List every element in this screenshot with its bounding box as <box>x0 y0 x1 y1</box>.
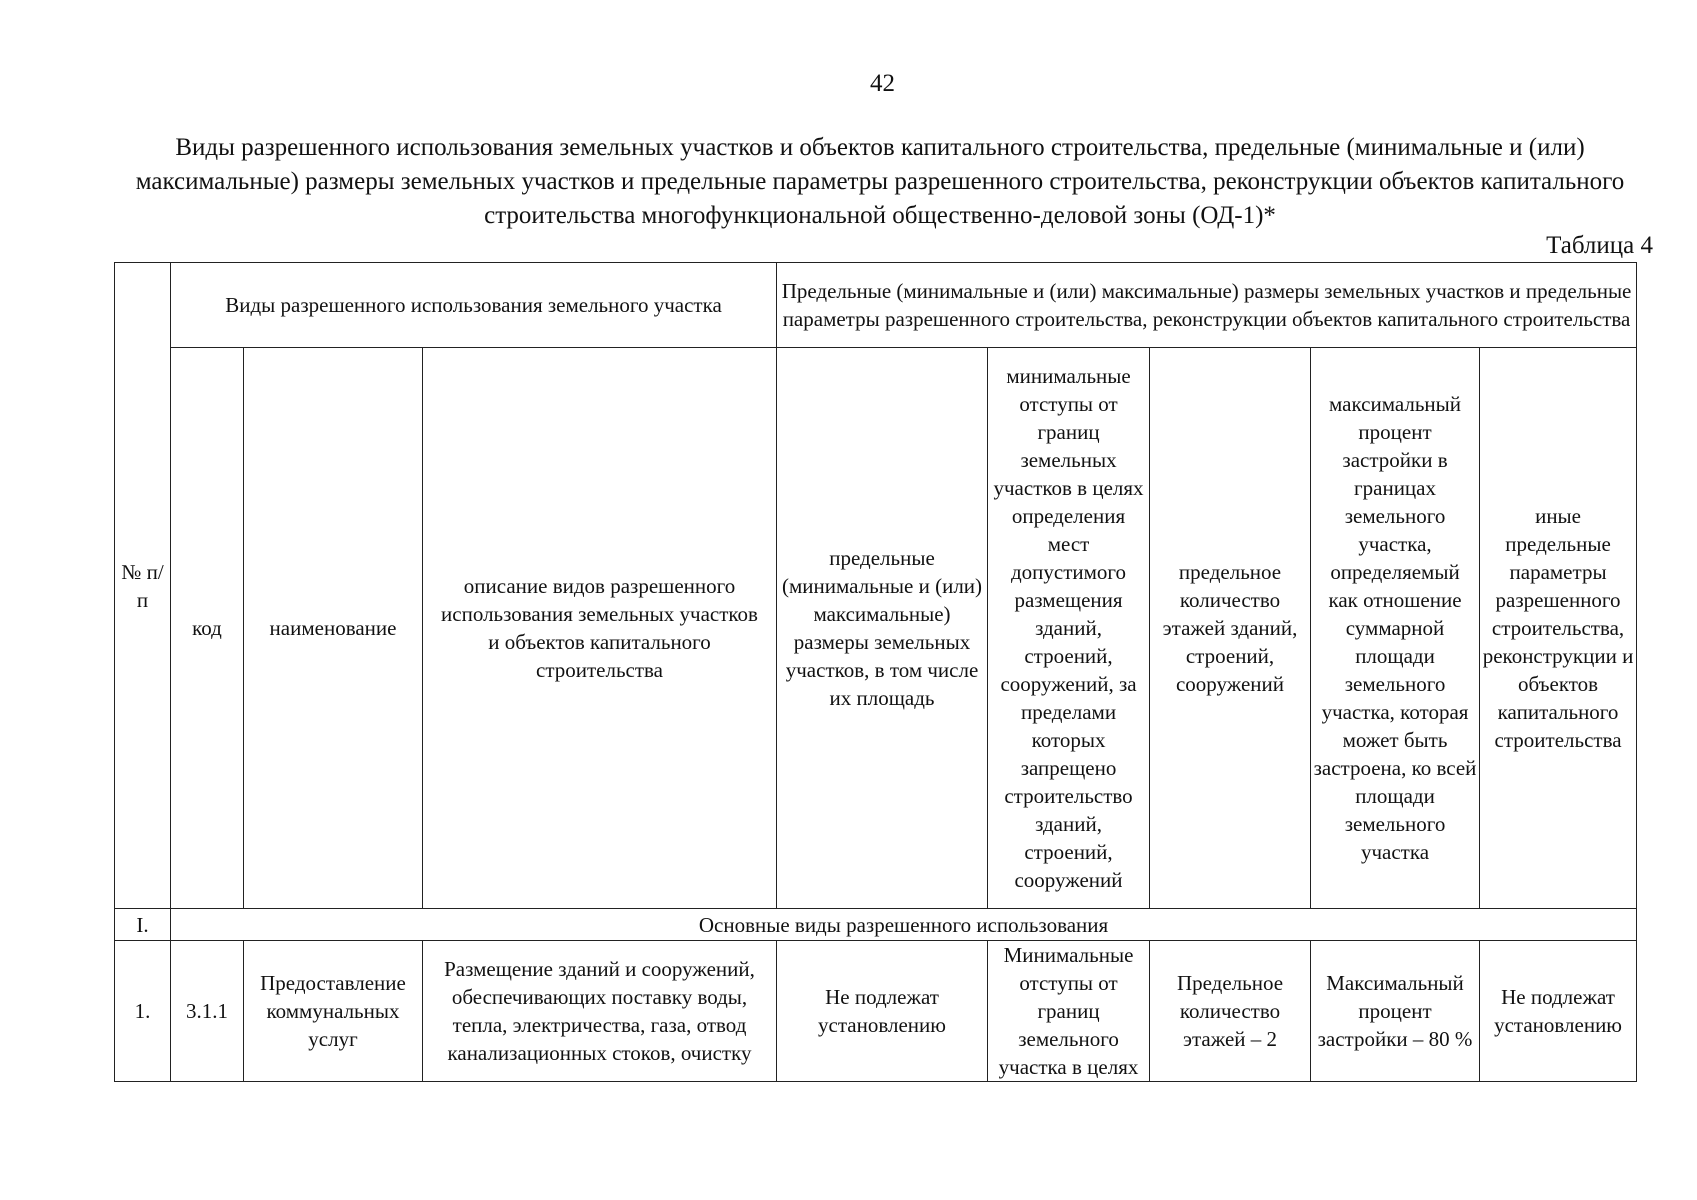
header-description-text: описание видов разрешенного использования земельных участков и объектов капитального строительства <box>441 574 758 682</box>
header-other <box>1480 348 1637 909</box>
header-group-limits <box>777 263 1637 348</box>
header-floors <box>1150 348 1311 909</box>
header-row-columns <box>115 348 1637 909</box>
header-name-text: наименование <box>269 616 397 640</box>
header-code <box>171 348 244 909</box>
cell-code: 3.1.1 <box>171 941 244 1082</box>
header-floors-text: предельное количество этажей зданий, строений, сооружений <box>1162 560 1298 696</box>
header-name <box>244 348 423 909</box>
cell-description: Размещение зданий и сооружений, обеспечивающих поставку воды, тепла, электричества, газа, отвод канализационных стоков, очистку <box>423 941 777 1082</box>
section-num: I. <box>115 909 171 941</box>
header-num-text: № п/п <box>121 559 164 612</box>
section-row <box>115 909 1637 941</box>
cell-floors: Предельное количество этажей – 2 <box>1150 941 1311 1082</box>
zoning-table <box>114 262 1637 1082</box>
section-label: Основные виды разрешенного использования <box>171 909 1637 941</box>
header-plot-size-text: предельные (минимальные и (или) максимальные) размеры земельных участков, в том числе их площадь <box>781 546 983 710</box>
document-title: Виды разрешенного использования земельных участков и объектов капитального строительства, предельные (минимальные и (или) максимальные) размеры земельных участков и предельные параметры разрешенного строительства, реконструкции объектов капитального строительства многофункциональной общественно-деловой зоны (ОД-1)* <box>135 134 1625 229</box>
cell-num: 1. <box>115 941 171 1082</box>
header-group-use-text: Виды разрешенного использования земельного участка <box>225 293 722 317</box>
cell-plot-size: Не подлежат установлению <box>777 941 988 1082</box>
table-caption: Таблица 4 <box>1546 232 1653 259</box>
table-row <box>115 941 1637 1082</box>
cell-setbacks: Минимальные отступы от границ земельного участка в целях <box>988 941 1150 1082</box>
header-plot-size <box>777 348 988 909</box>
cell-other: Не подлежат установлению <box>1480 941 1637 1082</box>
header-code-text: код <box>192 616 222 640</box>
header-coverage-text: максимальный процент застройки в границах земельного участка, определяемый как отношение суммарной площади земельного участка, которая может быть застроена, ко всей площади земельного участка <box>1313 392 1477 864</box>
header-group-use <box>171 263 777 348</box>
header-num <box>115 263 171 909</box>
header-description <box>423 348 777 909</box>
header-other-text: иные предельные параметры разрешенного строительства, реконструкции и объектов капитального строительства <box>1482 504 1634 752</box>
header-coverage <box>1311 348 1480 909</box>
header-setbacks <box>988 348 1150 909</box>
header-setbacks-text: минимальные отступы от границ земельных участков в целях определения мест допустимого размещения зданий, строений, сооружений, за пределами которых запрещено строительство зданий, строений, сооружений <box>993 364 1144 892</box>
header-row-top <box>115 263 1637 348</box>
cell-coverage: Максимальный процент застройки – 80 % <box>1311 941 1480 1082</box>
cell-name: Предоставление коммунальных услуг <box>244 941 423 1082</box>
header-group-limits-text: Предельные (минимальные и (или) максимальные) размеры земельных участков и предельные параметры разрешенного строительства, реконструкции объектов капитального строительства <box>781 279 1632 331</box>
page-number: 42 <box>870 70 895 97</box>
